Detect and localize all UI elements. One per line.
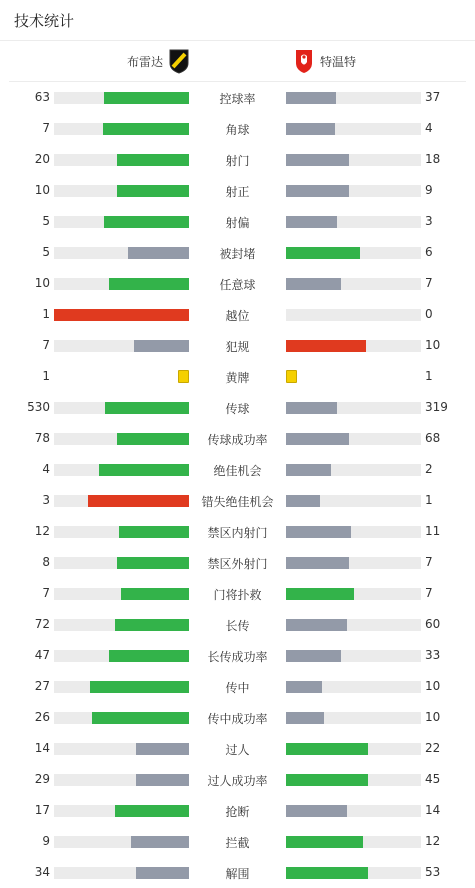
away-stat-value: 11 [425,524,441,538]
home-stat-bar-track [54,464,189,476]
home-stat-bar-fill [109,650,189,662]
home-stat-value: 3 [42,493,50,507]
home-stat-value: 4 [42,462,50,476]
away-stat-bar-track [286,526,421,538]
away-stat-value: 1 [425,493,433,507]
stat-row [0,702,475,733]
away-stat-bar-track [286,495,421,507]
home-stat-bar-fill [90,681,189,693]
home-stat-value: 530 [27,400,50,414]
home-stat-value: 7 [42,338,50,352]
away-stat-bar-fill [286,805,347,817]
home-stat-bar-fill [115,619,189,631]
stat-row [0,392,475,423]
stat-label: 门将扑救 [213,588,262,602]
away-stat-bar-track [286,681,421,693]
home-stat-bar-track [54,867,189,879]
stat-label: 拦截 [225,836,250,850]
stat-row [0,454,475,485]
stat-label: 禁区内射门 [207,526,268,540]
stat-label: 长传 [225,619,250,633]
home-stat-bar-fill [115,805,189,817]
home-stat-value: 63 [34,90,50,104]
away-stat-bar-fill [286,712,324,724]
away-stat-bar-track [286,743,421,755]
away-stat-bar-track [286,650,421,662]
away-stat-bar-fill [286,402,337,414]
home-stat-bar-track [54,557,189,569]
stat-label: 角球 [225,123,250,137]
stat-row [0,175,475,206]
stat-row [0,857,475,888]
stats-header [0,0,475,41]
stat-row [0,733,475,764]
away-stat-value: 1 [425,369,433,383]
away-stat-bar-fill [286,123,335,135]
stat-label: 抢断 [225,805,250,819]
home-stat-bar-fill [128,247,189,259]
home-stat-bar-track [54,743,189,755]
home-stat-bar-fill [136,743,189,755]
home-stat-bar-fill [88,495,189,507]
away-stat-bar-fill [286,836,363,848]
away-stat-value: 2 [425,462,433,476]
stat-label: 长传成功率 [207,650,268,664]
away-stat-bar-track [286,464,421,476]
home-stat-value: 34 [34,865,50,879]
away-stat-value: 10 [425,710,441,724]
away-stat-value: 37 [425,90,441,104]
away-stat-bar-fill [286,433,349,445]
away-stat-value: 68 [425,431,441,445]
away-stat-value: 10 [425,679,441,693]
home-stat-bar-fill [117,185,189,197]
stat-label: 传球 [225,402,250,416]
stat-row [0,671,475,702]
home-stat-bar-fill [103,123,189,135]
stat-row [0,237,475,268]
away-stat-value: 33 [425,648,441,662]
home-stat-bar-track [54,340,189,352]
away-stat-bar-track [286,557,421,569]
away-stat-value: 12 [425,834,441,848]
home-stat-bar-fill [92,712,189,724]
stat-row [0,330,475,361]
home-stat-bar-track [54,247,189,259]
away-stat-value: 319 [425,400,448,414]
stat-label: 传中成功率 [207,712,268,726]
away-stat-bar-fill [286,247,360,259]
home-stat-value: 5 [42,214,50,228]
stat-row [0,485,475,516]
stat-row [0,423,475,454]
home-stat-bar-fill [117,557,189,569]
stat-label: 犯规 [225,340,250,354]
home-team-name: 布雷达 [126,54,163,69]
home-stat-bar-track [54,526,189,538]
home-stat-bar-track [54,92,189,104]
away-stat-value: 60 [425,617,441,631]
away-stat-bar-track [286,805,421,817]
home-stat-bar-fill [104,92,189,104]
away-stat-value: 0 [425,307,433,321]
home-stat-bar-track [54,433,189,445]
away-team-name: 特温特 [320,54,357,69]
home-stat-value: 9 [42,834,50,848]
stat-label: 越位 [225,309,250,323]
away-stat-bar-fill [286,464,331,476]
away-stat-bar-track [286,433,421,445]
home-stat-bar-track [54,805,189,817]
home-stat-bar-fill [136,774,189,786]
home-stat-bar-track [54,216,189,228]
stat-label: 解围 [225,867,250,881]
away-stat-value: 3 [425,214,433,228]
home-stat-bar-track [54,185,189,197]
away-stat-bar-track [286,185,421,197]
away-stat-bar-fill [286,650,341,662]
away-stat-bar-fill [286,619,347,631]
away-stat-bar-fill [286,340,366,352]
stat-label: 任意球 [219,278,256,292]
home-stat-bar-track [54,402,189,414]
home-stat-bar-track [54,495,189,507]
home-stat-bar-fill [119,526,189,538]
stat-row [0,82,475,113]
stat-label: 错失绝佳机会 [201,495,274,509]
away-stat-value: 53 [425,865,441,879]
home-stat-value: 1 [42,307,50,321]
away-stat-bar-fill [286,92,336,104]
stats-list [0,82,475,888]
home-stat-bar-track [54,774,189,786]
away-stat-bar-track [286,402,421,414]
away-stat-bar-track [286,216,421,228]
away-stat-value: 7 [425,276,433,290]
home-stat-bar-track [54,650,189,662]
away-stat-bar-fill [286,774,368,786]
stat-row [0,113,475,144]
stat-row [0,609,475,640]
home-stat-bar-track [54,278,189,290]
stat-label: 控球率 [219,92,256,106]
away-stat-bar-fill [286,867,368,879]
stat-label: 过人 [225,743,250,757]
stat-label: 射正 [225,185,250,199]
stat-row [0,144,475,175]
home-stat-value: 78 [34,431,50,445]
away-stat-bar-fill [286,185,349,197]
home-stat-bar-fill [134,340,189,352]
stat-label: 禁区外射门 [207,557,268,571]
home-stat-bar-track [54,588,189,600]
away-stat-bar-track [286,154,421,166]
away-stat-bar-track [286,588,421,600]
away-stat-value: 9 [425,183,433,197]
nac-breda-logo-icon [167,48,191,74]
away-stat-value: 14 [425,803,441,817]
away-stat-bar-track [286,278,421,290]
home-stat-value: 14 [34,741,50,755]
home-team[interactable] [127,41,191,81]
away-yellow-card-icon [286,370,297,383]
stat-row [0,268,475,299]
home-stat-bar-fill [109,278,189,290]
away-stat-bar-fill [286,743,368,755]
home-stat-bar-track [54,619,189,631]
twente-logo-icon [292,48,316,74]
away-stat-bar-track [286,774,421,786]
stat-label: 过人成功率 [207,774,268,788]
away-stat-value: 45 [425,772,441,786]
stat-row [0,640,475,671]
away-stat-value: 7 [425,555,433,569]
home-stat-bar-fill [131,836,189,848]
stat-row [0,547,475,578]
stat-label: 被封堵 [219,247,256,261]
stat-row [0,826,475,857]
away-stat-bar-fill [286,557,349,569]
home-stat-value: 12 [34,524,50,538]
away-stat-bar-fill [286,495,320,507]
away-stat-bar-fill [286,216,337,228]
home-stat-value: 5 [42,245,50,259]
home-stat-value: 29 [34,772,50,786]
home-stat-bar-fill [54,309,189,321]
stat-label: 黄牌 [225,371,250,385]
stat-row [0,795,475,826]
away-stat-value: 6 [425,245,433,259]
home-stat-bar-track [54,154,189,166]
away-stat-bar-fill [286,526,351,538]
stat-row [0,764,475,795]
home-stat-value: 27 [34,679,50,693]
home-stat-value: 7 [42,586,50,600]
home-stat-value: 26 [34,710,50,724]
away-stat-value: 10 [425,338,441,352]
home-stat-value: 72 [34,617,50,631]
home-stat-value: 1 [42,369,50,383]
away-stat-bar-track [286,867,421,879]
away-stat-bar-track [286,247,421,259]
home-stat-bar-fill [121,588,189,600]
stat-label: 射偏 [225,216,250,230]
away-stat-bar-track [286,836,421,848]
page-title: 技术统计 [14,12,75,30]
home-stat-bar-track [54,836,189,848]
home-stat-value: 20 [34,152,50,166]
stat-row [0,299,475,330]
away-stat-bar-track [286,123,421,135]
home-stat-value: 10 [34,183,50,197]
away-stat-bar-track [286,619,421,631]
home-stat-bar-fill [99,464,189,476]
home-stat-value: 10 [34,276,50,290]
home-stat-bar-fill [117,154,189,166]
away-stat-value: 4 [425,121,433,135]
home-stat-value: 17 [34,803,50,817]
home-stat-bar-track [54,712,189,724]
away-stat-bar-track [286,712,421,724]
home-stat-bar-fill [105,402,189,414]
home-stat-value: 47 [34,648,50,662]
away-stat-bar-track [286,340,421,352]
home-stat-bar-fill [104,216,189,228]
home-yellow-card-icon [178,370,189,383]
away-stat-bar-fill [286,154,349,166]
teams-row [9,41,466,82]
home-stat-bar-fill [136,867,189,879]
home-stat-bar-fill [117,433,189,445]
stat-row [0,516,475,547]
stat-row [0,578,475,609]
away-stat-bar-fill [286,588,354,600]
away-stat-value: 22 [425,741,441,755]
away-stat-value: 7 [425,586,433,600]
home-stat-bar-track [54,309,189,321]
stat-label: 传中 [225,681,250,695]
stat-label: 传球成功率 [207,433,268,447]
stat-label: 射门 [225,154,250,168]
stat-row [0,361,475,392]
home-stat-bar-track [54,123,189,135]
away-stat-value: 18 [425,152,441,166]
away-stat-bar-fill [286,681,322,693]
stat-label: 绝佳机会 [213,464,262,478]
away-stat-bar-fill [286,278,341,290]
away-stat-bar-track [286,92,421,104]
home-stat-bar-track [54,681,189,693]
away-team[interactable] [292,41,356,81]
away-stat-bar-track [286,309,421,321]
stat-row [0,206,475,237]
home-stat-value: 7 [42,121,50,135]
home-stat-value: 8 [42,555,50,569]
